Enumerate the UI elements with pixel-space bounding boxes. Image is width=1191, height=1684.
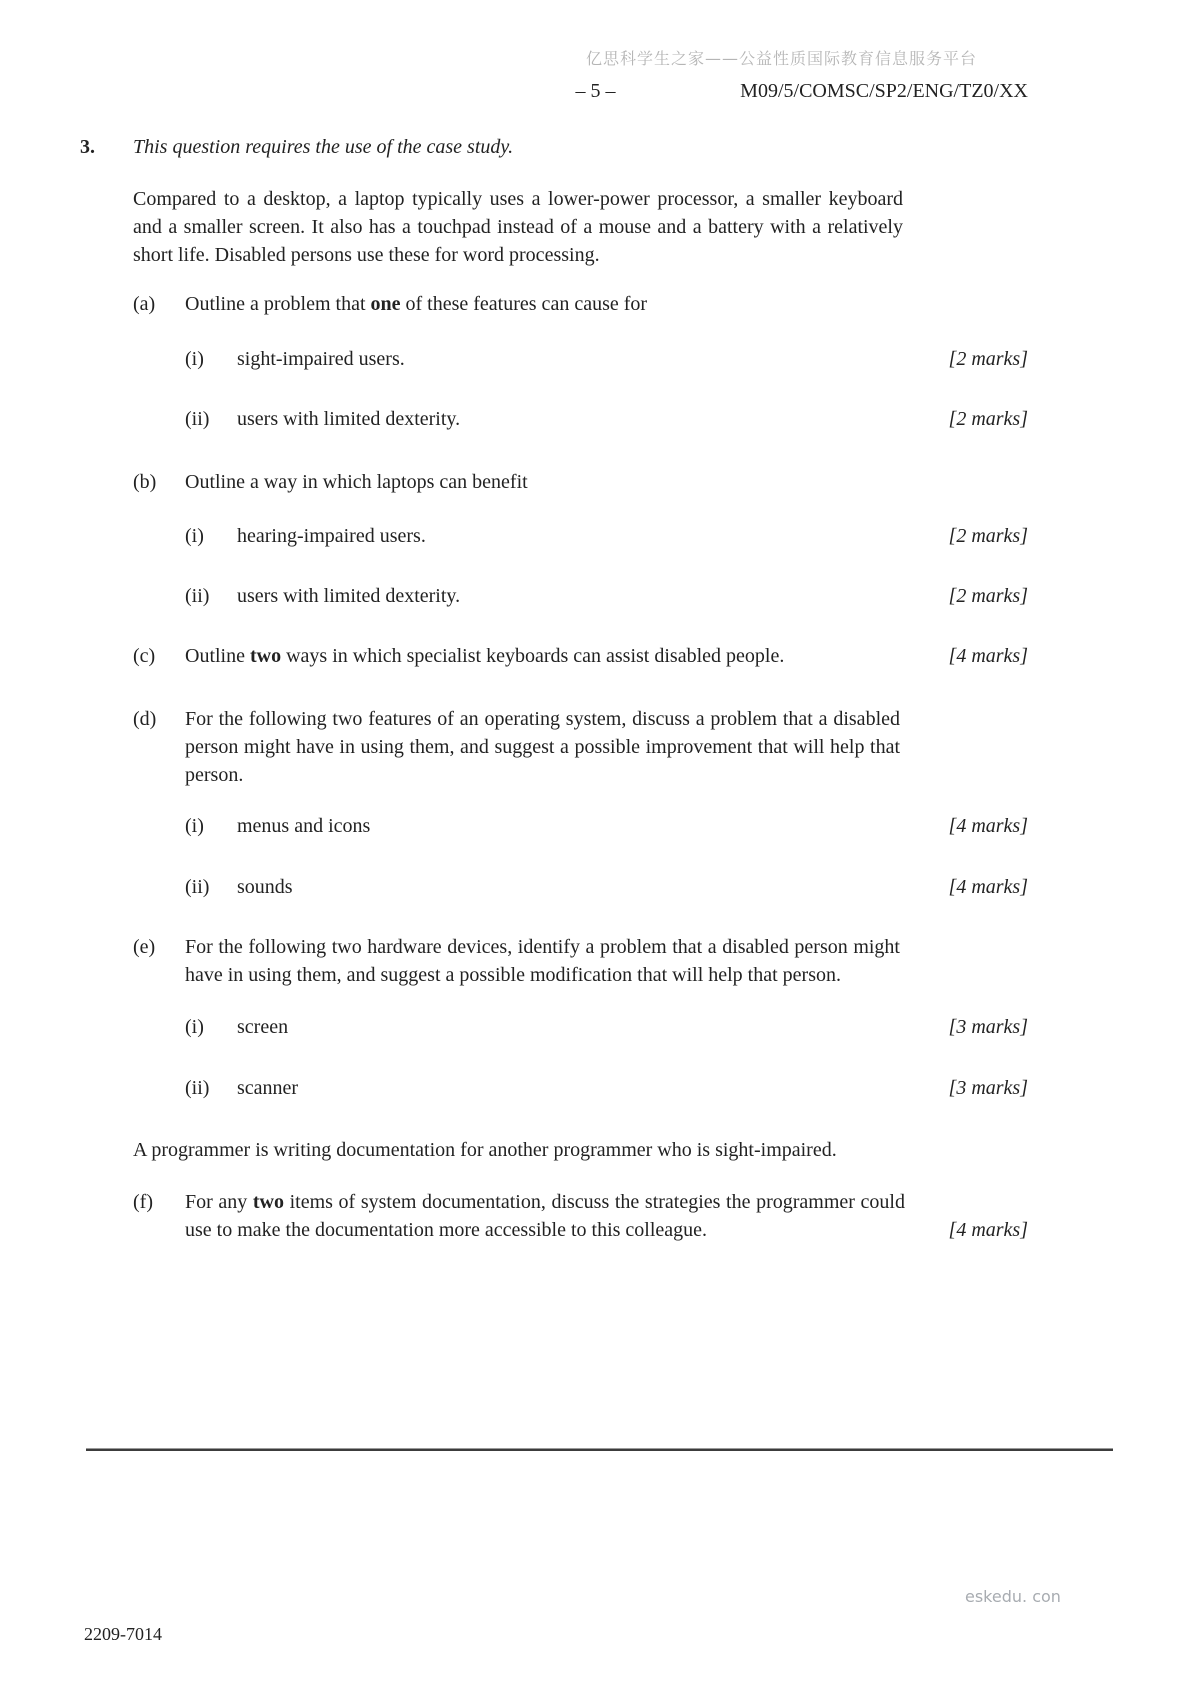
part-f-stem-pre: For any — [185, 1191, 253, 1213]
page-number: – 5 – — [575, 80, 616, 102]
item-label: (i) — [185, 815, 204, 837]
part-f-stem-bold: two — [252, 1191, 284, 1213]
marks-badge: [2 marks] — [948, 525, 1028, 547]
part-b-item-i — [185, 522, 1028, 550]
part-a-item-ii — [185, 405, 1028, 433]
part-c-stem — [185, 642, 949, 670]
part-a-item-i — [185, 345, 1028, 373]
item-text: users with limited dexterity. — [237, 408, 461, 430]
part-c — [133, 642, 1028, 670]
part-d-item-i — [185, 812, 1028, 840]
item-text: sounds — [237, 876, 293, 898]
marks-badge: [2 marks] — [948, 408, 1028, 430]
marks-badge: [4 marks] — [948, 1219, 1028, 1241]
header-watermark: 亿思科学生之家——公益性质国际教育信息服务平台 — [585, 49, 977, 68]
part-d-label: (d) — [133, 708, 157, 730]
part-e-label: (e) — [133, 936, 156, 958]
item-label: (ii) — [185, 585, 210, 607]
footer-rule — [86, 1448, 1113, 1451]
item-text: sight-impaired users. — [237, 348, 405, 370]
part-c-stem-pre: Outline — [185, 645, 250, 667]
bridge-paragraph: A programmer is writing documentation for another programmer who is sight-impaired. — [133, 1139, 837, 1161]
paper-reference-code: 2209-7014 — [84, 1624, 162, 1644]
part-c-stem-post: ways in which specialist keyboards can assist disabled people. — [281, 645, 785, 667]
item-label: (i) — [185, 348, 204, 370]
question-number: 3. — [80, 136, 95, 158]
part-b-label: (b) — [133, 471, 157, 493]
part-e — [133, 933, 1028, 989]
part-c-label: (c) — [133, 645, 156, 667]
item-label: (i) — [185, 525, 204, 547]
marks-badge: [4 marks] — [948, 645, 1028, 667]
marks-badge: [2 marks] — [948, 585, 1028, 607]
marks-badge: [3 marks] — [948, 1016, 1028, 1038]
part-a-stem-bold: one — [370, 293, 401, 315]
exam-code: M09/5/COMSC/SP2/ENG/TZ0/XX — [740, 80, 1028, 102]
part-a-stem — [185, 290, 1028, 318]
part-f-stem — [185, 1188, 905, 1244]
item-text: hearing-impaired users. — [237, 525, 426, 547]
part-e-item-ii — [185, 1074, 1028, 1102]
part-d-stem: For the following two features of an operating system, discuss a problem that a disabled person might have in using them, and suggest a possible improvement that will help that person. — [185, 708, 900, 786]
marks-badge: [4 marks] — [948, 815, 1028, 837]
part-f-label: (f) — [133, 1191, 153, 1213]
question-instruction: This question requires the use of the case study. — [133, 136, 514, 158]
part-b-item-ii — [185, 582, 1028, 610]
part-d — [133, 705, 1028, 789]
item-label: (ii) — [185, 1077, 210, 1099]
part-b-stem: Outline a way in which laptops can benefit — [185, 471, 528, 493]
part-b — [133, 468, 1028, 496]
part-f-stem-post: items of system documentation, discuss the strategies the programmer could use to make the documentation more accessible to this colleague. — [185, 1191, 905, 1241]
marks-badge: [4 marks] — [948, 876, 1028, 898]
part-c-stem-bold: two — [250, 645, 282, 667]
part-e-stem: For the following two hardware devices, identify a problem that a disabled person might have in using them, and suggest a possible modification that will help that person. — [185, 936, 900, 986]
part-e-item-i — [185, 1013, 1028, 1041]
intro-paragraph: Compared to a desktop, a laptop typically uses a lower-power processor, a smaller keyboard and a smaller screen. It also has a touchpad instead of a mouse and a battery with a relatively short life. Disabled persons use these for word processing. — [133, 188, 903, 266]
item-text: users with limited dexterity. — [237, 585, 461, 607]
marks-badge: [3 marks] — [948, 1077, 1028, 1099]
question-heading — [80, 133, 1028, 161]
part-a-stem-pre: Outline a problem that — [185, 293, 371, 315]
item-text: scanner — [237, 1077, 299, 1099]
site-watermark: eskedu. con — [965, 1587, 1061, 1606]
question-3 — [80, 133, 1028, 1244]
item-label: (ii) — [185, 876, 210, 898]
part-f — [133, 1188, 1028, 1244]
item-text: screen — [237, 1016, 289, 1038]
marks-badge: [2 marks] — [948, 348, 1028, 370]
item-label: (ii) — [185, 408, 210, 430]
item-text: menus and icons — [237, 815, 371, 837]
part-a-label: (a) — [133, 293, 156, 315]
part-a — [133, 290, 1028, 318]
part-a-stem-post: of these features can cause for — [400, 293, 648, 315]
item-label: (i) — [185, 1016, 204, 1038]
part-d-item-ii — [185, 873, 1028, 901]
